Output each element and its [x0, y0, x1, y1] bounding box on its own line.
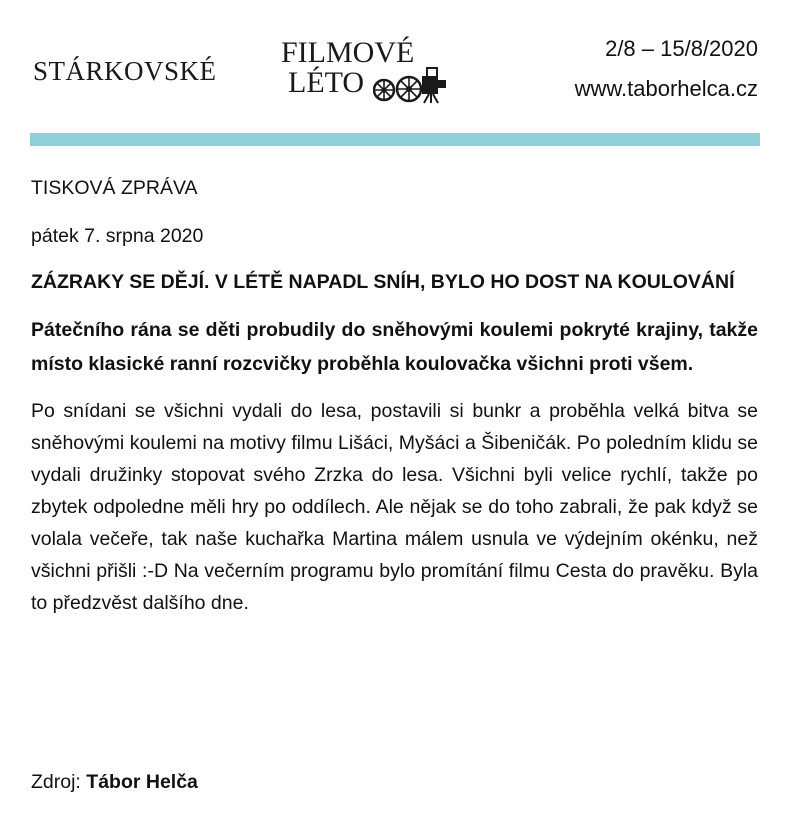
lead-paragraph: Pátečního rána se děti probudily do sněhovými koulemi pokryté krajiny, takže místo klasické ranní rozcvičky proběhla koulovačka všichni proti všem. [31, 319, 758, 375]
body-paragraph: Po snídani se všichni vydali do lesa, postavili si bunkr a proběhla velká bitva se sněhovými koulemi na motivy filmu Lišáci, Myšáci a Šibeničák. Po poledním klidu se vydali družinky stopovat svého Zrzka do lesa. Všichni byli velice rychlí, takže po zbytek odpoledne měli hry po oddílech. Ale nějak se do toho zabrali, že pak když se volala večeře, tak naše kuchařka Martina málem usnula ve výdejním okénku, než všichni přišli :-D Na večerním programu bylo promítání filmu Cesta do pravěku. Byla to předzvěst dalšího dne. [31, 400, 758, 614]
film-reel-icon [373, 66, 453, 104]
logo-text-right [281, 38, 451, 108]
logo-text-line2: LÉTO [288, 66, 365, 99]
source-label: Zdroj: [31, 771, 81, 793]
logo-text-line1: FILMOVÉ [281, 36, 415, 69]
website-link[interactable]: www.taborhelca.cz [574, 76, 758, 101]
event-logo [33, 38, 453, 108]
logo-text-left: STÁRKOVSKÉ [33, 56, 217, 86]
event-dates: 2/8 – 15/8/2020 [605, 36, 758, 61]
press-release [31, 173, 758, 619]
document-type-label: TISKOVÁ ZPRÁVA [31, 177, 198, 199]
headline: ZÁZRAKY SE DĚJÍ. V LÉTĚ NAPADL SNÍH, BYLO HO DOST NA KOULOVÁNÍ [31, 271, 735, 293]
page-header [0, 0, 786, 140]
source-name: Tábor Helča [86, 771, 198, 793]
header-divider [30, 133, 760, 146]
publication-date: pátek 7. srpna 2020 [31, 225, 204, 247]
source-line [31, 771, 198, 794]
